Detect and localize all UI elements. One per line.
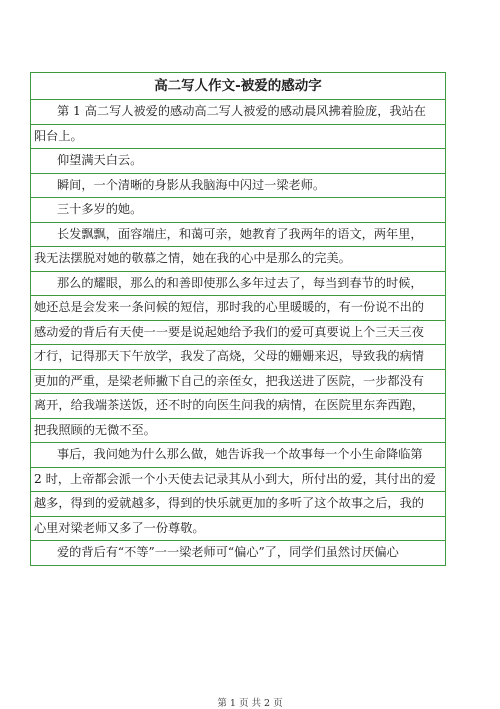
document-title: 高二写人作文-被爱的感动字 (31, 73, 445, 100)
text-line: 我无法摆脱对她的敬慕之情，她在我的心中是那么的完美。 (31, 247, 445, 272)
text-line: 瞬间，一个清晰的身影从我脑海中闪过一梁老师。 (31, 174, 445, 199)
text-line: 把我照顾的无微不至。 (31, 419, 445, 444)
text-line: 第 1 高二写人被爱的感动高二写人被爱的感动晨风拂着脸庞，我站在 (31, 100, 445, 125)
page-footer: 第 1 页 共 2 页 (217, 698, 283, 709)
text-line: 更加的严重，是梁老师撇下自己的亲侄女，把我送进了医院，一步都没有 (31, 370, 445, 395)
text-line: 阳台上。 (31, 125, 445, 150)
text-line: 才行，记得那天下午放学，我发了高烧，父母的姗姗来迟，导致我的病情 (31, 345, 445, 370)
text-line: 2 时，上帝都会派一个小天使去记录其从小到大，所付出的爱，其付出的爱 (31, 468, 445, 493)
text-line: 感动爱的背后有天使一一要是说起她给予我们的爱可真要说上个三天三夜 (31, 321, 445, 346)
text-line: 爱的背后有“不等”一一梁老师可“偏心”了，同学们虽然讨厌偏心 (57, 545, 399, 559)
text-line: 长发飘飘，面容端庄，和蔼可亲，她教育了我两年的语文，两年里， (31, 223, 445, 248)
essay-table (30, 72, 446, 566)
essay-body (31, 100, 445, 565)
text-line: 她还总是会发来一条问候的短信，那时我的心里暖暖的，有一份说不出的 (31, 296, 445, 321)
text-line: 离开，给我端茶送饭，还不时的向医生问我的病情，在医院里东奔西跑， (31, 394, 445, 419)
text-line: 事后，我问她为什么那么做，她告诉我一个故事每一个小生命降临第 (31, 443, 445, 468)
text-line: 那么的耀眼，那么的和善即使那么多年过去了，每当到春节的时候， (31, 272, 445, 297)
text-line: 三十多岁的她。 (31, 198, 445, 223)
text-line: 仰望满天白云。 (31, 149, 445, 174)
text-line: 越多，得到的爱就越多，得到的快乐就更加的多听了这个故事之后，我的 (31, 492, 445, 517)
text-line: 心里对梁老师又多了一份尊敬。 (31, 517, 445, 542)
